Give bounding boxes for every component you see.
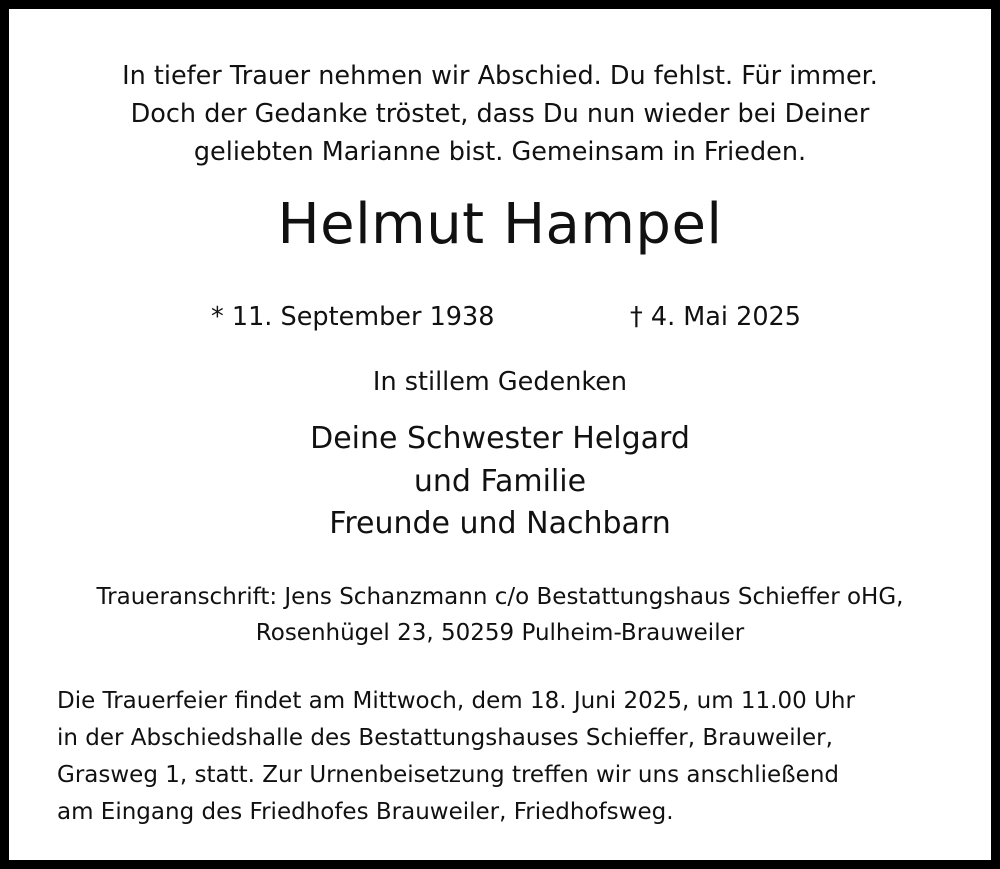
mourner-line-3: Freunde und Nachbarn [329, 506, 671, 541]
gedenken-heading: In stillem Gedenken [372, 367, 628, 397]
deceased-name: Helmut Hampel [277, 192, 723, 257]
ceremony-line-4: am Eingang des Friedhofes Brauweiler, Friedhofsweg. [57, 799, 674, 825]
intro-line-2: Doch der Gedanke tröstet, dass Du nun wieder bei Deiner [130, 99, 870, 129]
mourner-line-2: und Familie [413, 464, 587, 499]
ceremony-line-2: in der Abschiedshalle des Bestattungshauses Schieffer, Brauweiler, [57, 725, 833, 751]
mourner-line-1: Deine Schwester Helgard [310, 421, 690, 456]
address-line-1: Traueranschrift: Jens Schanzmann c/o Bestattungshaus Schieffer oHG, [96, 584, 904, 610]
intro-line-3: geliebten Marianne bist. Gemeinsam in Frieden. [193, 137, 807, 167]
ceremony-line-3: Grasweg 1, statt. Zur Urnenbeisetzung treffen wir uns anschließend [57, 762, 839, 788]
ceremony-line-1: Die Trauerfeier findet am Mittwoch, dem 18. Juni 2025, um 11.00 Uhr [57, 688, 855, 714]
birth-date: * 11. September 1938 [211, 302, 495, 332]
intro-line-1: In tiefer Trauer nehmen wir Abschied. Du fehlst. Für immer. [122, 61, 878, 91]
address-line-2: Rosenhügel 23, 50259 Pulheim-Brauweiler [255, 620, 745, 646]
death-date: † 4. Mai 2025 [630, 302, 802, 332]
